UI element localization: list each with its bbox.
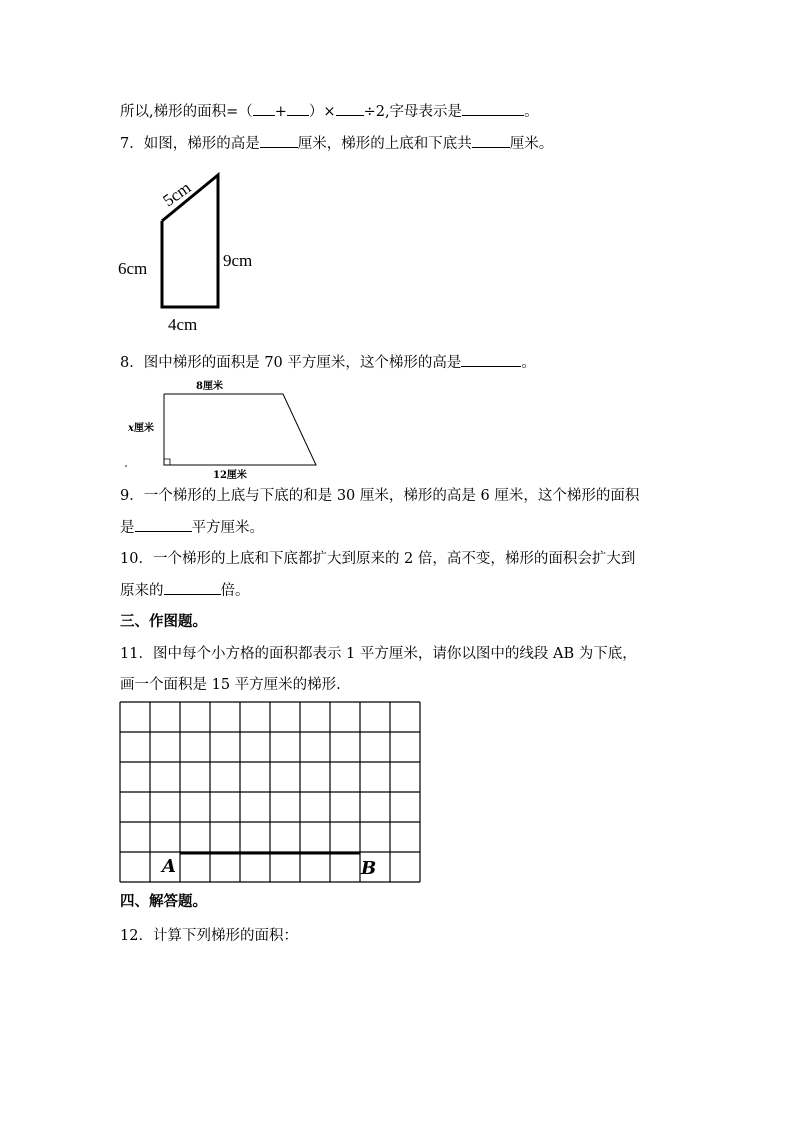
q10-text-1: 10．一个梯形的上底和下底都扩大到原来的 2 倍，高不变，梯形的面积会扩大到	[120, 551, 636, 567]
fig8-top-label: 8厘米	[196, 381, 223, 392]
trapezoid-8-outline	[164, 394, 316, 465]
q7-text-2: 厘米，梯形的上底和下底共	[297, 136, 472, 152]
q7-blank-bases[interactable]	[472, 133, 510, 148]
formula-text-start: 所以,梯形的面积=（	[120, 104, 253, 120]
formula-period: 。	[524, 104, 539, 120]
q7-text-1: 7．如图，梯形的高是	[120, 136, 260, 152]
fig7-left-label: 6cm	[118, 259, 148, 278]
formula-line	[120, 101, 539, 122]
fig7-bottom-label: 4cm	[168, 315, 198, 334]
section-3-heading: 三、作图题。	[120, 613, 207, 630]
question-7	[120, 133, 553, 154]
q10-blank[interactable]	[164, 580, 221, 595]
grid-lines	[120, 702, 420, 882]
fig8-side-label	[127, 421, 154, 434]
q11-text-2: 画一个面积是 15 平方厘米的梯形.	[120, 677, 341, 693]
fig7-top-label: 5cm	[159, 177, 195, 211]
q9-blank[interactable]	[135, 517, 192, 532]
q9-text-3: 平方厘米。	[191, 520, 264, 536]
q7-text-3: 厘米。	[509, 136, 554, 152]
section-4-heading: 四、解答题。	[120, 893, 207, 910]
blank-upper-base[interactable]	[253, 101, 275, 116]
question-10-line-2	[120, 580, 250, 601]
formula-divide: ÷2,字母表示是	[363, 104, 463, 120]
question-10-line-1	[120, 549, 635, 569]
blank-height[interactable]	[336, 101, 364, 116]
question-8	[120, 352, 536, 373]
question-9-line-2	[120, 517, 264, 538]
q7-blank-height[interactable]	[260, 133, 298, 148]
question-11-line-1	[120, 644, 637, 664]
label-point-b: B	[361, 858, 377, 879]
q8-text: 8．图中梯形的面积是 70 平方厘米，这个梯形的高是	[120, 355, 462, 371]
stray-dot	[125, 465, 127, 467]
formula-times: ）×	[308, 104, 336, 120]
label-point-a: A	[162, 856, 176, 877]
formula-plus: +	[274, 104, 287, 120]
q8-period: 。	[521, 355, 536, 371]
q9-text-1: 9．一个梯形的上底与下底的和是 30 厘米，梯形的高是 6 厘米，这个梯形的面积	[120, 488, 640, 504]
question-11-line-2	[120, 675, 341, 695]
question-12: 12．计算下列梯形的面积：	[120, 928, 298, 944]
trapezoid-7-outline	[162, 175, 218, 307]
q10-text-2: 原来的	[120, 583, 164, 599]
q9-text-2: 是	[120, 520, 135, 536]
question-9-line-1	[120, 486, 639, 506]
fig8-side-unit: 厘米	[133, 423, 154, 434]
right-angle-mark	[164, 459, 170, 465]
blank-lower-base[interactable]	[287, 101, 309, 116]
fig8-side-variable: x	[128, 423, 134, 434]
blank-letter-formula[interactable]	[462, 101, 524, 116]
q8-blank[interactable]	[461, 352, 521, 367]
q10-text-3: 倍。	[220, 583, 250, 599]
fig8-bottom-label: 12厘米	[213, 470, 247, 481]
fig7-right-label: 9cm	[223, 251, 253, 270]
q11-text-1: 11．图中每个小方格的面积都表示 1 平方厘米，请你以图中的线段 AB 为下底，	[120, 646, 637, 662]
